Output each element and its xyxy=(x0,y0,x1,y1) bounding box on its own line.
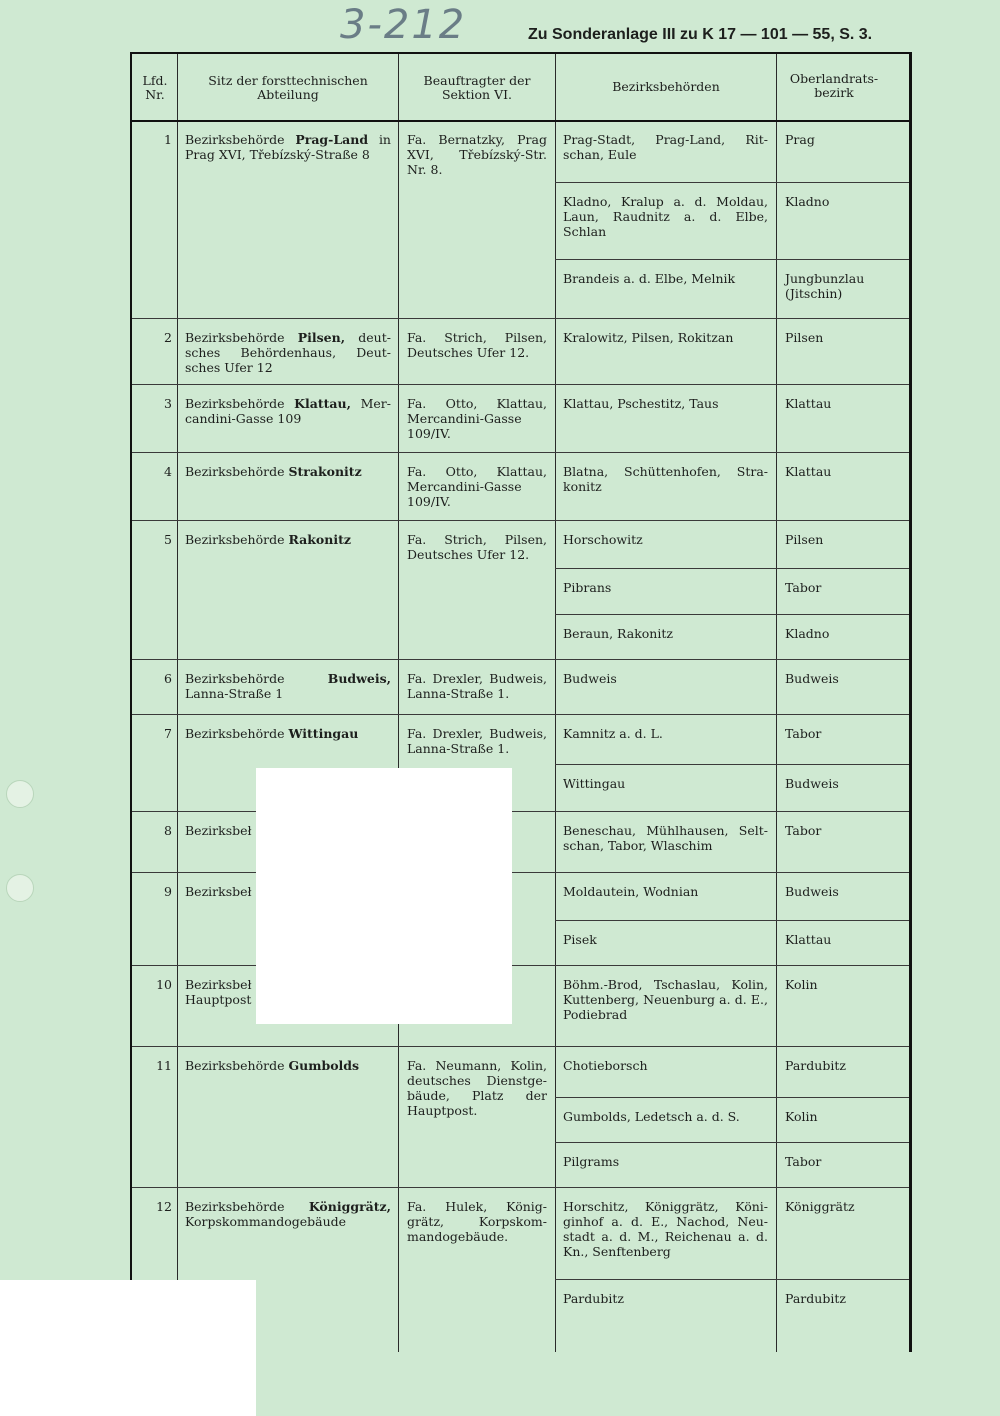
beauftragter-cell: Fa. Drexler, Budweis, Lanna-Straße 1. xyxy=(407,726,547,756)
row-separator xyxy=(132,520,909,521)
bezirk-cell: Gumbolds, Ledetsch a. d. S. xyxy=(563,1109,740,1124)
bezirk-cell: Budweis xyxy=(563,671,617,686)
sitz-prefix: Bezirksbehörde xyxy=(185,532,285,547)
bezirk-cell: Moldautein, Wodnian xyxy=(563,884,699,899)
sitz-name: Wittingau xyxy=(288,726,359,741)
sitz-name: Gumbolds xyxy=(288,1058,360,1073)
col-sep-1 xyxy=(177,54,178,1352)
row-number: 4 xyxy=(164,464,172,479)
bezirk-cell: Kamnitz a. d. L. xyxy=(563,726,663,741)
sub-row-separator xyxy=(555,259,909,260)
sitz-name: Klattau, xyxy=(294,396,351,411)
bezirk-cell: Wittingau xyxy=(563,776,626,791)
col-sep-2 xyxy=(398,54,399,1352)
sitz-prefix: Bezirksbehörde xyxy=(185,1199,285,1214)
beauftragter-cell: Fa. Strich, Pilsen, Deutsches Ufer 12. xyxy=(407,532,547,562)
beauftragter-cell: Fa. Bernatzky, Prag XVI, Třebízský-Str. Nr. 8. xyxy=(407,132,547,177)
sitz-prefix: Bezirksbeł xyxy=(185,977,252,992)
row-number: 8 xyxy=(164,823,172,838)
bezirk-cell: Prag-Stadt, Prag-Land, Rit-schan, Eule xyxy=(563,132,768,162)
sub-row-separator xyxy=(555,182,909,183)
row-number: 11 xyxy=(156,1058,172,1073)
bezirk-cell: Pilgrams xyxy=(563,1154,620,1169)
col-sep-4 xyxy=(776,54,777,1352)
sitz-cell xyxy=(185,464,391,479)
row-number: 12 xyxy=(156,1199,172,1214)
oberlandrat-cell: Klattau xyxy=(785,396,832,411)
sitz-prefix: Bezirksbehörde xyxy=(185,1058,285,1073)
sitz-address: Mer-candini-Gasse 109 xyxy=(185,396,391,426)
sub-row-separator xyxy=(555,1097,909,1098)
sitz-cell xyxy=(185,1199,391,1229)
row-number: 9 xyxy=(164,884,172,899)
oberlandrat-cell: Pilsen xyxy=(785,532,824,547)
bezirk-cell: Horschowitz xyxy=(563,532,643,547)
sitz-name: Rakonitz xyxy=(288,532,351,547)
bezirk-cell: Horschitz, Königgrätz, Köni-ginhof a. d. E., Nachod, Neu-stadt a. d. M., Reichenau a. d. Kn., Senftenberg xyxy=(563,1199,768,1259)
sub-row-separator xyxy=(555,1142,909,1143)
bezirk-cell: Pardubitz xyxy=(563,1291,624,1306)
sitz-prefix: Bezirksbeł xyxy=(185,823,252,838)
row-separator xyxy=(132,1187,909,1188)
row-separator xyxy=(132,714,909,715)
bezirk-cell: Klattau, Pschestitz, Taus xyxy=(563,396,719,411)
sitz-cell xyxy=(185,671,391,701)
sitz-name: Strakonitz xyxy=(288,464,362,479)
sitz-name: Königgrätz, xyxy=(308,1199,391,1214)
sitz-cell xyxy=(185,726,391,741)
bezirk-cell: Kralowitz, Pilsen, Rokitzan xyxy=(563,330,734,345)
header-bezirksbehoerden: Bezirksbehörden xyxy=(612,79,720,94)
bezirk-cell: Blatna, Schüttenhofen, Stra-konitz xyxy=(563,464,768,494)
header-nr: Lfd. Nr. xyxy=(142,73,168,102)
row-separator xyxy=(132,452,909,453)
sitz-prefix: Bezirksbehörde xyxy=(185,132,285,147)
sub-row-separator xyxy=(555,920,909,921)
header-beauftragter: Beauftragter der Sektion VI. xyxy=(423,73,531,102)
beauftragter-cell: Fa. Strich, Pilsen, Deutsches Ufer 12. xyxy=(407,330,547,360)
sitz-name: Budweis, xyxy=(327,671,391,686)
district-table xyxy=(130,52,912,1352)
handwritten-reference: 3-212 xyxy=(340,2,467,48)
row-separator xyxy=(132,872,909,873)
oberlandrat-cell: Jungbunzlau (Jitschin) xyxy=(785,271,865,301)
bezirk-cell: Beneschau, Mühlhausen, Selt-schan, Tabor, Wlaschim xyxy=(563,823,768,853)
beauftragter-cell: Fa. Otto, Klattau, Mercandini-Gasse 109/IV. xyxy=(407,464,547,509)
sitz-address: Hauptpost xyxy=(185,992,252,1007)
sitz-prefix: Bezirksbehörde xyxy=(185,396,285,411)
sitz-prefix: Bezirksbeł xyxy=(185,884,252,899)
sub-row-separator xyxy=(555,614,909,615)
sitz-name: Prag-Land xyxy=(295,132,369,147)
row-separator xyxy=(132,965,909,966)
row-number: 10 xyxy=(156,977,172,992)
oberlandrat-cell: Kolin xyxy=(785,1109,818,1124)
bezirk-cell: Brandeis a. d. Elbe, Melnik xyxy=(563,271,736,286)
sitz-address: Lanna-Straße 1 xyxy=(185,686,284,701)
sitz-cell xyxy=(185,132,391,162)
row-separator xyxy=(132,318,909,319)
oberlandrat-cell: Pilsen xyxy=(785,330,824,345)
sitz-cell xyxy=(185,1058,391,1073)
sitz-prefix: Bezirksbehörde xyxy=(185,330,285,345)
oberlandrat-cell: Tabor xyxy=(785,726,822,741)
row-number: 6 xyxy=(164,671,172,686)
oberlandrat-cell: Tabor xyxy=(785,580,822,595)
oberlandrat-cell: Tabor xyxy=(785,823,822,838)
redaction-box-center xyxy=(256,768,512,1024)
oberlandrat-cell: Prag xyxy=(785,132,815,147)
bezirk-cell: Chotieborsch xyxy=(563,1058,648,1073)
beauftragter-cell: Fa. Otto, Klattau, Mercandini-Gasse 109/IV. xyxy=(407,396,547,441)
header-oberlandrat: Oberlandrats-bezirk xyxy=(789,71,879,100)
oberlandrat-cell: Budweis xyxy=(785,776,839,791)
sitz-prefix: Bezirksbehörde xyxy=(185,726,285,741)
header-sitz: Sitz der forsttechnischen Abteilung xyxy=(208,73,368,102)
row-separator xyxy=(132,811,909,812)
row-number: 7 xyxy=(164,726,172,741)
header-rule xyxy=(132,120,909,122)
sitz-address: deut-sches Behördenhaus, Deut-sches Ufer 12 xyxy=(185,330,391,375)
col-sep-3 xyxy=(555,54,556,1352)
row-number: 2 xyxy=(164,330,172,345)
bezirk-cell: Böhm.-Brod, Tschaslau, Kolin, Kuttenberg, Neuenburg a. d. E., Podiebrad xyxy=(563,977,768,1022)
bezirk-cell: Beraun, Rakonitz xyxy=(563,626,673,641)
oberlandrat-cell: Klattau xyxy=(785,932,832,947)
sitz-address: Korpskommandogebäude xyxy=(185,1214,347,1229)
oberlandrat-cell: Pardubitz xyxy=(785,1291,846,1306)
oberlandrat-cell: Tabor xyxy=(785,1154,822,1169)
beauftragter-cell: Fa. Hulek, König-grätz, Korpskom-mandogebäude. xyxy=(407,1199,547,1244)
document-header: Zu Sonderanlage III zu K 17 — 101 — 55, S. 3. xyxy=(528,26,873,43)
redaction-box-corner xyxy=(0,1280,256,1416)
sitz-cell xyxy=(185,396,391,426)
row-separator xyxy=(132,659,909,660)
sitz-cell xyxy=(185,330,391,375)
oberlandrat-cell: Budweis xyxy=(785,671,839,686)
punch-hole-bottom xyxy=(6,874,34,902)
beauftragter-cell: Fa. Neumann, Kolin, deutsches Dienstge-bäude, Platz der Hauptpost. xyxy=(407,1058,547,1118)
oberlandrat-cell: Kladno xyxy=(785,626,830,641)
row-number: 3 xyxy=(164,396,172,411)
row-number: 5 xyxy=(164,532,172,547)
sitz-name: Pilsen, xyxy=(297,330,346,345)
punch-hole-top xyxy=(6,780,34,808)
sitz-prefix: Bezirksbehörde xyxy=(185,464,285,479)
sub-row-separator xyxy=(555,568,909,569)
oberlandrat-cell: Klattau xyxy=(785,464,832,479)
oberlandrat-cell: Kladno xyxy=(785,194,830,209)
row-number: 1 xyxy=(164,132,172,147)
bezirk-cell: Kladno, Kralup a. d. Moldau, Laun, Raudnitz a. d. Elbe, Schlan xyxy=(563,194,768,239)
sitz-cell xyxy=(185,532,391,547)
beauftragter-cell: Fa. Drexler, Budweis, Lanna-Straße 1. xyxy=(407,671,547,701)
sub-row-separator xyxy=(555,764,909,765)
oberlandrat-cell: Budweis xyxy=(785,884,839,899)
bezirk-cell: Pibrans xyxy=(563,580,612,595)
row-separator xyxy=(132,384,909,385)
oberlandrat-cell: Königgrätz xyxy=(785,1199,855,1214)
sitz-address: in Prag XVI, Třebízský-Straße 8 xyxy=(185,132,391,162)
row-separator xyxy=(132,1046,909,1047)
oberlandrat-cell: Kolin xyxy=(785,977,818,992)
bezirk-cell: Pisek xyxy=(563,932,597,947)
oberlandrat-cell: Pardubitz xyxy=(785,1058,846,1073)
sitz-prefix: Bezirksbehörde xyxy=(185,671,285,686)
sub-row-separator xyxy=(555,1279,909,1280)
